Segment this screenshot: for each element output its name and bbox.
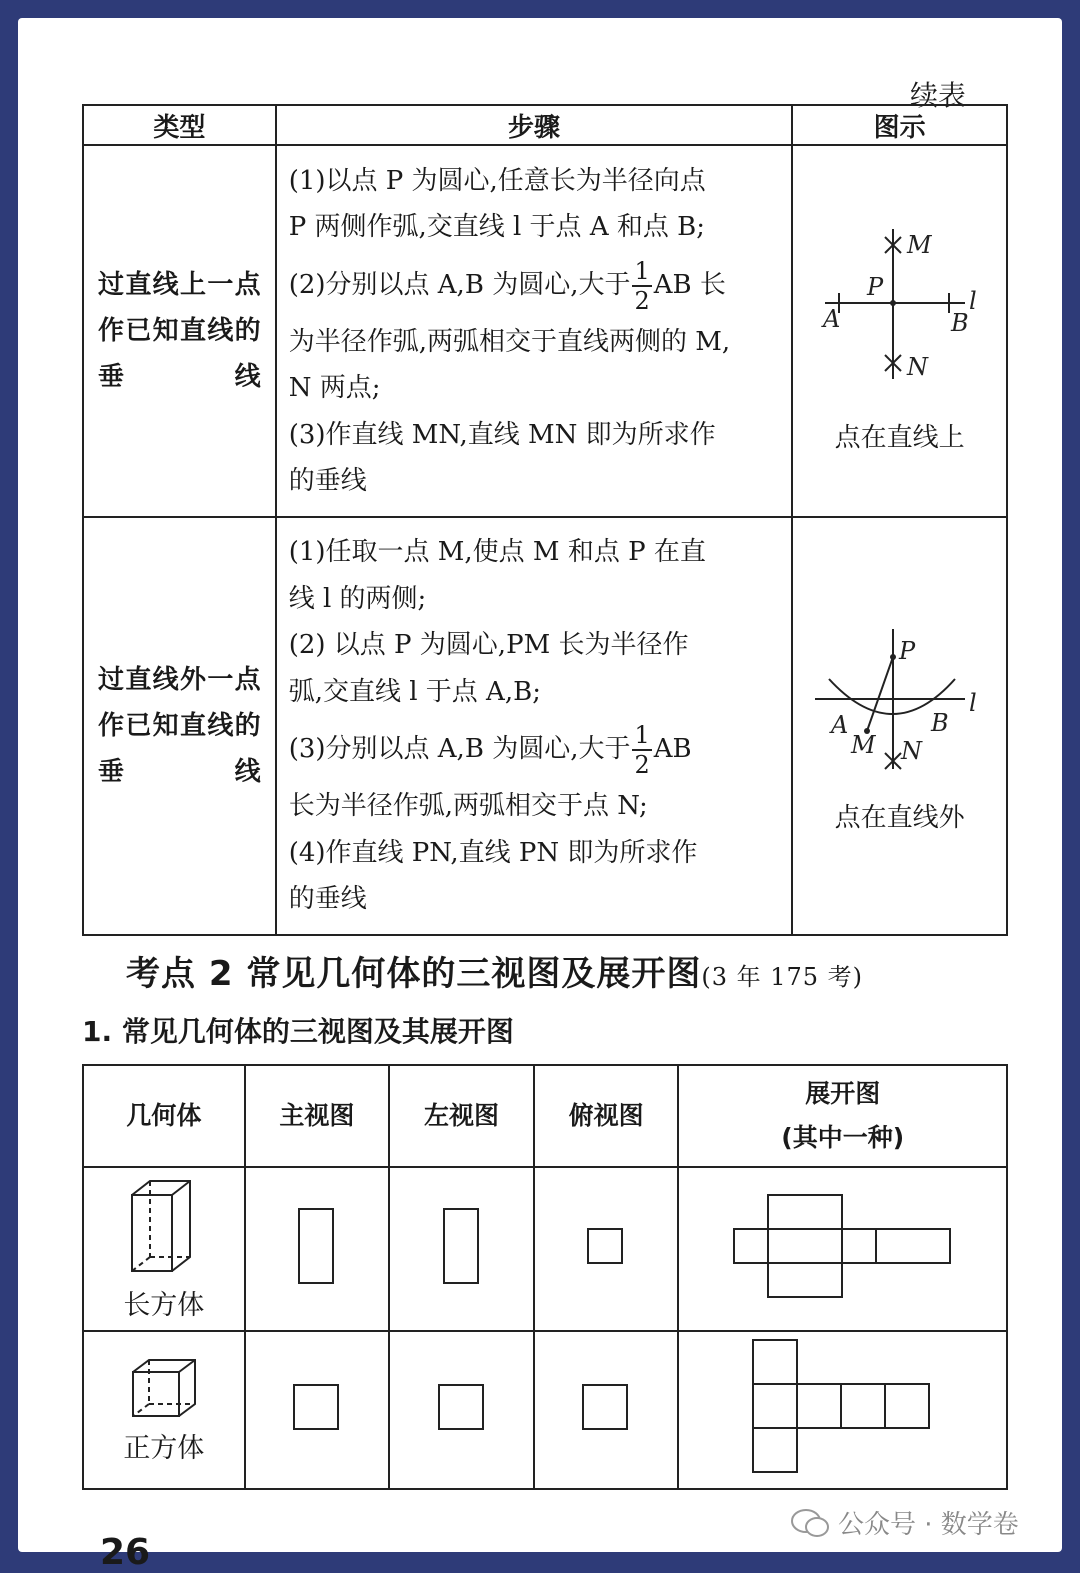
perpendicular-on-line-diagram	[805, 209, 995, 409]
step-line-with-fraction: (3)分别以点 A,B 为圆心,大于 $\frac{1}{2}$ AB	[288, 721, 692, 780]
label-p: P	[866, 272, 883, 301]
figure-caption: 点在直线上	[834, 422, 965, 453]
fraction: $\frac{1}{2}$	[634, 721, 650, 780]
step-line: 的垂线	[288, 884, 367, 915]
front-view-square	[292, 1383, 342, 1433]
section-title: 考点 2 常见几何体的三视图及展开图(3 年 175 考)	[126, 954, 864, 994]
wechat-icon	[790, 1507, 830, 1539]
front-view-cell	[245, 1167, 390, 1331]
front-view-cell	[245, 1331, 390, 1489]
section-meta: (3 年 175 考)	[701, 963, 864, 991]
step-line: (2) 以点 P 为圆心,PM 长为半径作	[288, 630, 689, 661]
page	[18, 18, 1062, 1573]
table-row	[83, 145, 1007, 517]
table-header-row	[83, 105, 1007, 145]
header-net: 展开图 (其中一种)	[678, 1065, 1007, 1167]
steps	[276, 145, 793, 517]
table-row	[83, 1331, 1007, 1489]
left-view-cell	[389, 1167, 534, 1331]
cube-net	[751, 1338, 935, 1478]
header-solid: 几何体	[83, 1065, 245, 1167]
cube-icon	[129, 1356, 199, 1420]
label-b: B	[930, 708, 949, 737]
label-a: A	[822, 304, 840, 333]
left-view-square	[437, 1383, 487, 1433]
steps	[276, 517, 793, 935]
net-cell	[678, 1167, 1007, 1331]
label-l: l	[968, 688, 977, 717]
top-view-cell	[534, 1167, 679, 1331]
continued-label: 续表	[910, 79, 967, 112]
step-line: (4)作直线 PN,直线 PN 即为所求作	[288, 837, 698, 868]
label-l: l	[968, 286, 977, 315]
label-a: A	[830, 710, 848, 739]
top-view-cell	[534, 1331, 679, 1489]
solid-cell	[83, 1331, 245, 1489]
step-line: P 两侧作弧,交直线 l 于点 A 和点 B;	[288, 212, 705, 242]
solid-name: 正方体	[123, 1432, 205, 1464]
header-left-view: 左视图	[389, 1065, 534, 1167]
header-figure: 图示	[792, 105, 1007, 145]
left-view-cell	[389, 1331, 534, 1489]
step-line: N 两点;	[288, 373, 381, 403]
label-p: P	[898, 636, 915, 665]
step-line: (1)任取一点 M,使点 M 和点 P 在直	[288, 537, 706, 568]
step-line: (3)作直线 MN,直线 MN 即为所求作	[288, 419, 716, 450]
cuboid-net	[732, 1193, 954, 1301]
perpendicular-off-line-diagram	[805, 619, 995, 789]
figure-point-off-line	[792, 517, 1007, 935]
step-line: 弧,交直线 l 于点 A,B;	[288, 676, 541, 707]
table-row	[83, 517, 1007, 935]
label-n: N	[906, 352, 928, 381]
label-m: M	[850, 730, 876, 759]
header-top-view: 俯视图	[534, 1065, 679, 1167]
label-b: B	[950, 308, 969, 337]
watermark-text: 公众号 · 数学卷	[838, 1510, 1019, 1540]
construction-table	[82, 104, 1008, 936]
header-steps: 步骤	[276, 105, 793, 145]
subsection-title: 1. 常见几何体的三视图及其展开图	[82, 1015, 514, 1048]
solid-cell	[83, 1167, 245, 1331]
top-view-square	[586, 1227, 626, 1267]
left-view-rect	[442, 1207, 482, 1287]
three-views-table	[82, 1064, 1008, 1490]
header-front-view: 主视图	[245, 1065, 390, 1167]
front-view-rect	[297, 1207, 337, 1287]
table-header-row	[83, 1065, 1007, 1167]
figure-point-on-line	[792, 145, 1007, 517]
type-label: 过直线外一点作已知直线的垂线	[83, 517, 276, 935]
step-line: 线 l 的两侧;	[288, 583, 427, 614]
type-label: 过直线上一点作已知直线的垂线	[83, 145, 276, 517]
step-line: 为半径作弧,两弧相交于直线两侧的 M,	[288, 326, 731, 357]
label-m: M	[906, 230, 932, 259]
figure-caption: 点在直线外	[834, 802, 965, 833]
step-line: 长为半径作弧,两弧相交于点 N;	[288, 791, 648, 822]
table-row	[83, 1167, 1007, 1331]
watermark	[790, 1504, 1019, 1541]
page-number: 26	[100, 1532, 151, 1573]
fraction: $\frac{1}{2}$	[634, 256, 650, 315]
step-line: (1)以点 P 为圆心,任意长为半径向点	[288, 165, 706, 196]
top-view-square	[581, 1383, 631, 1433]
solid-name: 长方体	[123, 1289, 205, 1321]
step-line-with-fraction: (2)分别以点 A,B 为圆心,大于 $\frac{1}{2}$ AB 长	[288, 256, 726, 315]
header-type: 类型	[83, 105, 276, 145]
step-line: 的垂线	[288, 466, 367, 496]
net-cell	[678, 1331, 1007, 1489]
label-n: N	[900, 736, 922, 765]
cuboid-icon	[124, 1177, 204, 1277]
